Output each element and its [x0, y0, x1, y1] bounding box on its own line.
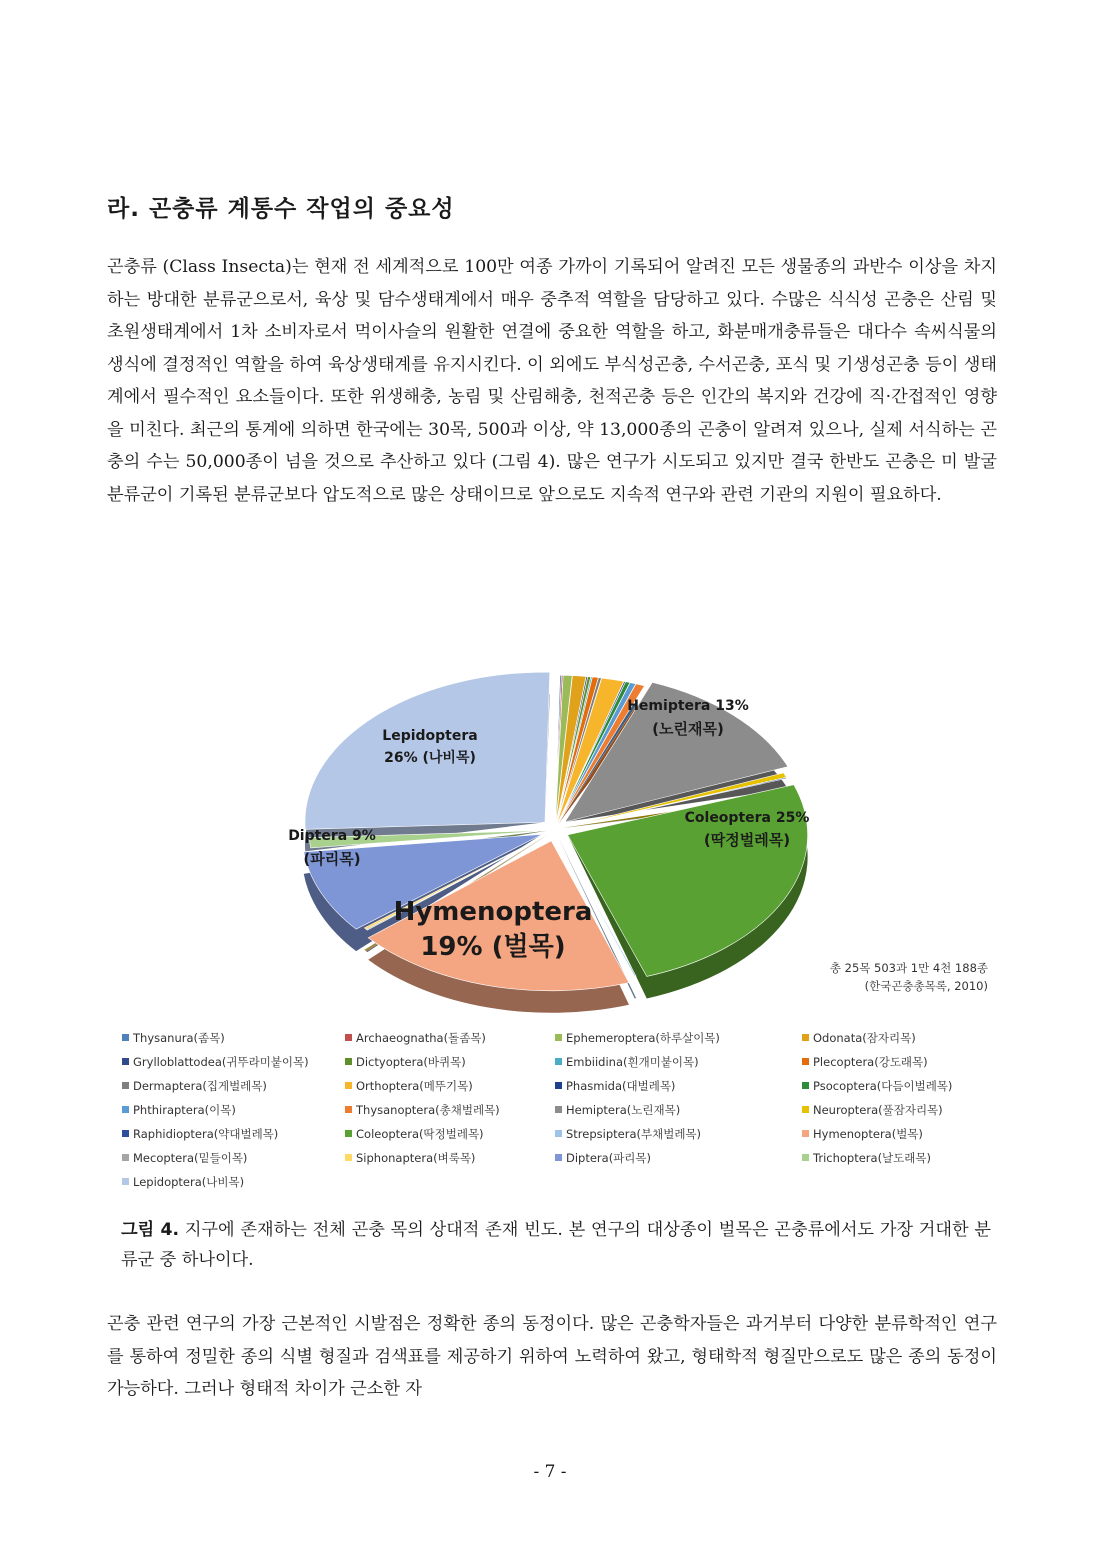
label-lepidoptera-name: Lepidoptera — [382, 728, 478, 744]
legend-label: Archaeognatha(돌좀목) — [356, 1030, 486, 1045]
legend-label: Thysanoptera(총채벌레목) — [356, 1102, 500, 1117]
legend-swatch — [555, 1106, 562, 1113]
legend-item-siphonaptera — [345, 1148, 555, 1167]
legend-item-mecoptera — [122, 1148, 345, 1167]
page-number: - 7 - — [533, 1462, 567, 1482]
legend-item-diptera — [555, 1148, 802, 1167]
legend-label: Hymenoptera(벌목) — [813, 1126, 923, 1141]
legend-swatch — [122, 1106, 129, 1113]
legend-item-phthiraptera — [122, 1100, 345, 1119]
legend-label: Neuroptera(풀잠자리목) — [813, 1102, 943, 1117]
legend-label: Trichoptera(날도래목) — [813, 1150, 931, 1165]
legend-label: Siphonaptera(벼룩목) — [356, 1150, 476, 1165]
caption-label: 그림 4. — [121, 1220, 180, 1240]
legend-swatch — [122, 1058, 129, 1065]
legend-swatch — [345, 1106, 352, 1113]
legend-label: Phasmida(대벌레목) — [566, 1078, 676, 1093]
legend-item-grylloblattodea — [122, 1052, 345, 1071]
legend-label: Lepidoptera(나비목) — [133, 1174, 245, 1189]
legend-swatch — [345, 1034, 352, 1041]
legend-swatch — [345, 1082, 352, 1089]
legend-label: Phthiraptera(이목) — [133, 1102, 236, 1117]
legend-label: Diptera(파리목) — [566, 1150, 652, 1165]
legend-swatch — [555, 1082, 562, 1089]
legend-item-coleoptera — [345, 1124, 555, 1143]
legend-label: Dictyoptera(바퀴목) — [356, 1054, 466, 1069]
legend-item-thysanura — [122, 1028, 345, 1047]
legend-item-strepsiptera — [555, 1124, 802, 1143]
legend-label: Psocoptera(다듬이벌레목) — [813, 1078, 953, 1093]
legend-item-trichoptera — [802, 1148, 982, 1167]
legend-swatch — [122, 1034, 129, 1041]
legend-item-orthoptera — [345, 1076, 555, 1095]
legend-item-phasmida — [555, 1076, 802, 1095]
body-paragraph: 곤충류 (Class Insecta)는 현재 전 세계적으로 100만 여종 가까이 기록되어 알려진 모든 생물종의 과반수 이상을 차지하는 방대한 분류군으로서, 육상 및 담수생태계에서 매우 중추적 역할을 담당하고 있다. 수많은 식식성 곤충은 산림 및 초원생태계에서 1차 소비자로서 먹이사슬의 원활한 연결에 중요한 역할을 하고, 화분매개충류들은 대다수 속씨식물의 생식에 결정적인 역할을 하여 육상생태계를 유지시킨다. 이 외에도 부식성곤충, 수서곤충, 포식 및 기생성곤충 등이 생태계에서 필수적인 요소들이다. 또한 위생해충, 농림 및 산림해충, 천적곤충 등은 인간의 복지와 건강에 직·간접적인 영향을 미친다. 최근의 통계에 의하면 한국에는 30목, 500과 이상, 약 13,000종의 곤충이 알려져 있으나, 실제 서식하는 곤충의 수는 50,000종이 넘을 것으로 추산하고 있다 (그림 4). 많은 연구가 시도되고 있지만 결국 한반도 곤충은 미 발굴 분류군이 기록된 분류군보다 압도적으로 많은 상태이므로 앞으로도 지속적 연구와 관련 기관의 지원이 필요하다. — [107, 257, 997, 505]
legend-label: Orthoptera(메뚜기목) — [356, 1078, 473, 1093]
legend-item-odonata — [802, 1028, 982, 1047]
legend-swatch — [122, 1178, 129, 1185]
legend-label: Plecoptera(강도래목) — [813, 1054, 928, 1069]
legend-item-lepidoptera — [122, 1172, 345, 1191]
legend-item-embiidina — [555, 1052, 802, 1071]
label-hymenoptera-pct: 19% (벌목) — [420, 932, 566, 962]
pie-chart-svg — [110, 670, 1000, 1030]
legend-swatch — [555, 1130, 562, 1137]
label-diptera-name: Diptera 9% — [288, 828, 376, 844]
legend-swatch — [555, 1154, 562, 1161]
legend-item-ephemeroptera — [555, 1028, 802, 1047]
legend-label: Ephemeroptera(하루살이목) — [566, 1030, 720, 1045]
legend-swatch — [345, 1154, 352, 1161]
legend-label: Hemiptera(노린재목) — [566, 1102, 681, 1117]
figure-pie-chart — [110, 670, 1000, 1200]
legend-item-hemiptera — [555, 1100, 802, 1119]
caption-text: 지구에 존재하는 전체 곤충 목의 상대적 존재 빈도. 본 연구의 대상종이 벌목은 곤충류에서도 가장 거대한 분류군 중 하나이다. — [121, 1220, 992, 1270]
label-hemiptera-kor: (노린재목) — [652, 720, 724, 738]
legend-swatch — [802, 1082, 809, 1089]
label-coleoptera-kor: (딱정벌레목) — [703, 831, 791, 849]
legend-label: Strepsiptera(부채벌레목) — [566, 1126, 702, 1141]
legend-swatch — [122, 1154, 129, 1161]
label-hemiptera-name: Hemiptera 13% — [627, 698, 749, 714]
legend-swatch — [555, 1034, 562, 1041]
legend-item-neuroptera — [802, 1100, 982, 1119]
legend-swatch — [122, 1082, 129, 1089]
label-coleoptera-name: Coleoptera 25% — [684, 810, 810, 826]
legend-swatch — [555, 1058, 562, 1065]
legend-label: Coleoptera(딱정벌레목) — [356, 1126, 484, 1141]
legend-label: Odonata(잠자리목) — [813, 1030, 916, 1045]
legend-swatch — [802, 1034, 809, 1041]
figure-caption — [121, 1215, 991, 1275]
legend-label: Thysanura(좀목) — [133, 1030, 225, 1045]
legend-item-raphidioptera — [122, 1124, 345, 1143]
legend-label: Mecoptera(밑들이목) — [133, 1150, 248, 1165]
legend-item-thysanoptera — [345, 1100, 555, 1119]
section-heading: 라. 곤충류 계통수 작업의 중요성 — [107, 196, 455, 222]
chart-note-line2: (한국곤충총목록, 2010) — [864, 979, 988, 993]
label-lepidoptera-pct: 26% (나비목) — [384, 750, 476, 766]
chart-legend — [122, 1028, 982, 1191]
chart-note-line1: 총 25목 503과 1만 4천 188종 — [829, 961, 988, 975]
legend-label: Embiidina(흰개미붙이목) — [566, 1054, 699, 1069]
label-diptera-kor: (파리목) — [303, 850, 361, 868]
legend-swatch — [802, 1058, 809, 1065]
legend-label: Dermaptera(집게벌레목) — [133, 1078, 267, 1093]
legend-swatch — [802, 1130, 809, 1137]
body-paragraph-2: 곤충 관련 연구의 가장 근본적인 시발점은 정확한 종의 동정이다. 많은 곤충학자들은 과거부터 다양한 분류학적인 연구를 통하여 정밀한 종의 식별 형질과 검색표를 제공하기 위하여 노력하여 왔고, 형태학적 형질만으로도 많은 종의 동정이 가능하다. 그러나 형태적 차이가 근소한 자 — [107, 1314, 997, 1399]
legend-label: Raphidioptera(약대벌레목) — [133, 1126, 279, 1141]
legend-swatch — [345, 1130, 352, 1137]
legend-item-psocoptera — [802, 1076, 982, 1095]
legend-swatch — [802, 1106, 809, 1113]
legend-swatch — [802, 1154, 809, 1161]
legend-item-plecoptera — [802, 1052, 982, 1071]
legend-item-dictyoptera — [345, 1052, 555, 1071]
legend-swatch — [345, 1058, 352, 1065]
legend-item-hymenoptera — [802, 1124, 982, 1143]
label-hymenoptera-name: Hymenoptera — [393, 897, 593, 927]
legend-label: Grylloblattodea(귀뚜라미붙이목) — [133, 1054, 309, 1069]
legend-item-archaeognatha — [345, 1028, 555, 1047]
legend-swatch — [122, 1130, 129, 1137]
legend-item-dermaptera — [122, 1076, 345, 1095]
